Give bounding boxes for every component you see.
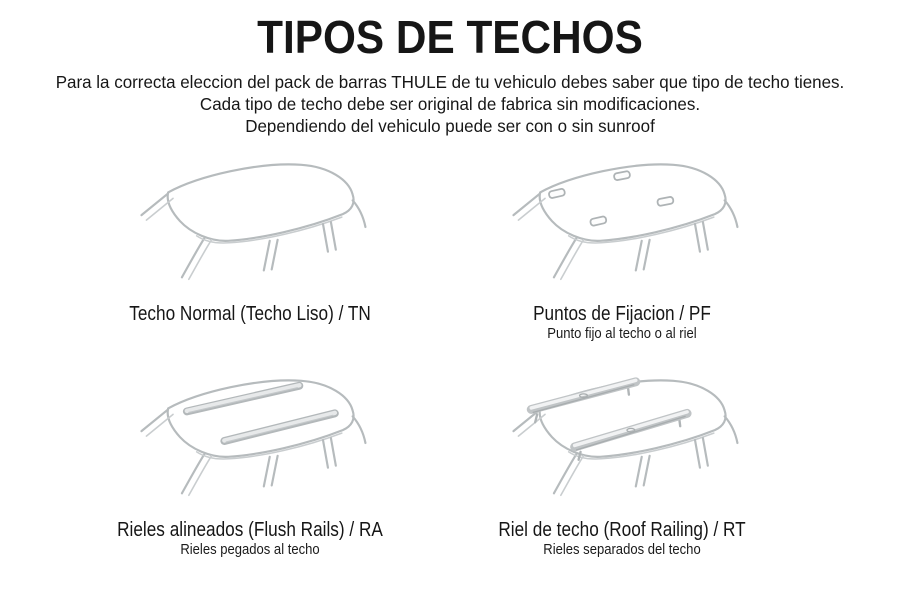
roof-type-label-pf: Puntos de Fijacion / PF <box>533 303 711 325</box>
roof-type-sublabel-pf: Punto fijo al techo o al riel <box>547 326 697 342</box>
roof-type-label-ra: Rieles alineados (Flush Rails) / RA <box>117 519 383 541</box>
roof-type-card-rt <box>436 368 808 559</box>
roof-type-card-ra <box>64 368 436 559</box>
roof-with-flush-rails-sketch <box>105 368 395 516</box>
roof-type-label-tn: Techo Normal (Techo Liso) / TN <box>129 303 371 325</box>
page-title: TIPOS DE TECHOS <box>257 11 643 63</box>
roof-type-card-tn <box>64 152 436 326</box>
roof-type-card-pf <box>436 152 808 343</box>
roof-type-sublabel-rt: Rieles separados del techo <box>543 542 701 558</box>
roof-with-fixpoints-sketch <box>477 152 767 300</box>
roof-type-label-rt: Riel de techo (Roof Railing) / RT <box>498 519 746 541</box>
roof-type-sublabel-ra: Rieles pegados al techo <box>180 542 320 558</box>
roof-with-raised-rails-sketch <box>477 368 767 516</box>
plain-smooth-roof-sketch <box>105 152 395 300</box>
intro-line-2: Cada tipo de techo debe ser original de fabrica sin modificaciones. <box>199 94 701 114</box>
intro-line-3: Dependiendo del vehiculo puede ser con o sin sunroof <box>245 116 655 136</box>
intro-text <box>0 71 900 137</box>
intro-line-1: Para la correcta eleccion del pack de barras THULE de tu vehiculo debes saber que tipo de techo tienes. <box>55 72 845 92</box>
